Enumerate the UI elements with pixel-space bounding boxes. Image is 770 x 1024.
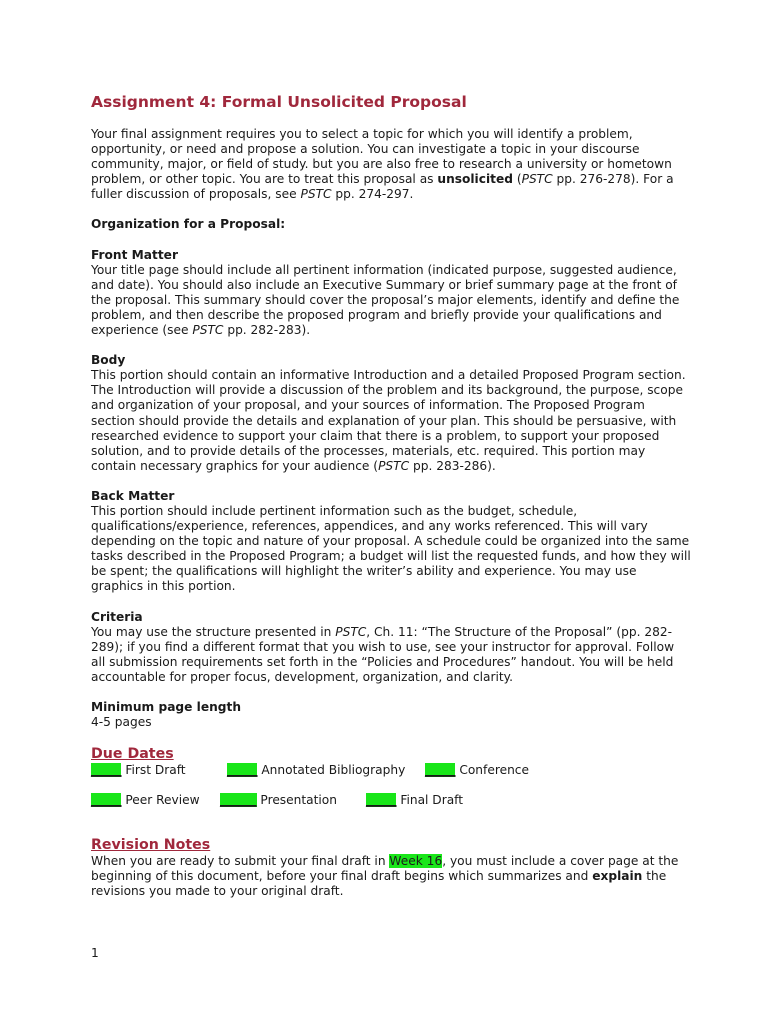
- due-label: First Draft: [121, 763, 186, 778]
- due-item-peer-review: [91, 793, 200, 808]
- revision-text-2: , you must include a cover page at the beginning of this document, before your final draft begins which summarizes and: [91, 854, 679, 884]
- page-number: 1: [91, 946, 99, 960]
- revision-bold-explain: explain: [592, 869, 643, 884]
- criteria-pstc: PSTC: [335, 624, 367, 639]
- due-label: Presentation: [256, 793, 337, 808]
- body-section: [91, 353, 691, 474]
- due-item-conference: [425, 763, 529, 778]
- revision-text-3: the revisions you made to your original draft.: [91, 869, 667, 899]
- due-dates-row-2: [91, 793, 691, 813]
- revision-notes-section: [91, 837, 691, 899]
- back-matter-text: This portion should include pertinent information such as the budget, schedule, qualifications/experience, references, appendices, and any works referenced. This will vary depending on the topic and nature of your proposal. A schedule could be organized into the same tasks described in the Proposed Program; a budget will list the requested funds, and how they will be spent; the qualifications will highlight the writer’s ability and experience. You may use graphics in this portion.: [91, 503, 691, 594]
- due-blank: _____: [366, 793, 397, 808]
- due-item-annotated-bibliography: [227, 763, 405, 778]
- body-text: [91, 368, 691, 474]
- due-label: Final Draft: [396, 793, 464, 808]
- intro-pstc-1: PSTC: [521, 172, 553, 187]
- due-blank: _____: [91, 763, 122, 778]
- min-length-heading: Minimum page length: [91, 700, 242, 714]
- revision-text-1: When you are ready to submit your final draft in: [91, 854, 390, 869]
- due-blank: _____: [227, 763, 258, 778]
- criteria-heading: Criteria: [91, 609, 143, 624]
- body-tail: pp. 283-286).: [409, 458, 496, 473]
- due-item-final-draft: [366, 793, 463, 808]
- due-blank: ______: [220, 793, 257, 808]
- due-dates-heading: Due Dates: [91, 746, 174, 763]
- front-matter-tail: pp. 282-283).: [223, 323, 311, 338]
- min-length-section: [91, 700, 691, 730]
- min-length-value: 4-5 pages: [91, 715, 152, 730]
- revision-notes-text: [91, 854, 691, 899]
- intro-pstc-2: PSTC: [300, 187, 332, 202]
- criteria-text-2: , Ch. 11: “The Structure of the Proposal” (pp. 282-289); if you find a different format that you wish to use, see your instructor for approval. Follow all submission requirements set forth in the “Policies and Procedures” handout. You will be held accountable for proper focus, development, organization, and clarity.: [91, 624, 675, 684]
- back-matter-section: [91, 489, 691, 595]
- criteria-section: [91, 610, 691, 685]
- due-dates-section: [91, 746, 691, 813]
- due-item-presentation: [220, 793, 337, 808]
- due-blank: _____: [91, 793, 122, 808]
- due-label: Annotated Bibliography: [257, 763, 406, 778]
- front-matter-body: Your title page should include all pertinent information (indicated purpose, suggested audience, and date). You should also include an Executive Summary or brief summary page at the front of the proposal. This summary should cover the proposal’s major elements, identify and define the problem, and then describe the proposed program and briefly provide your qualifications and experience (see: [91, 262, 680, 338]
- body-pstc: PSTC: [378, 458, 410, 473]
- front-matter-section: [91, 248, 691, 339]
- criteria-text-1: You may use the structure presented in: [91, 624, 336, 639]
- intro-bold-unsolicited: unsolicited: [437, 172, 513, 187]
- due-label: Conference: [455, 763, 529, 778]
- week-highlight: Week 16: [389, 854, 443, 869]
- revision-notes-heading: Revision Notes: [91, 837, 211, 854]
- back-matter-heading: Back Matter: [91, 488, 175, 503]
- front-matter-text: [91, 263, 691, 338]
- intro-text-1: Your final assignment requires you to select a topic for which you will identify a problem, opportunity, or need and propose a solution. You can investigate a topic in your discourse community, major, or field of study. but you are also free to research a university or hometown problem, or other topic. You are to treat this proposal as: [91, 127, 672, 187]
- due-item-first-draft: [91, 763, 186, 778]
- intro-text-3: pp. 276-278). For a fuller discussion of proposals, see: [91, 172, 674, 202]
- due-dates-row-1: [91, 763, 691, 783]
- due-label: Peer Review: [121, 793, 200, 808]
- organization-heading: Organization for a Proposal:: [91, 217, 286, 232]
- front-matter-pstc: PSTC: [192, 323, 224, 338]
- criteria-text: [91, 625, 691, 685]
- intro-text-4: pp. 274-297.: [331, 187, 414, 202]
- document-content: [91, 92, 691, 899]
- page-title: Assignment 4: Formal Unsolicited Proposal: [91, 93, 467, 111]
- due-blank: _____: [425, 763, 456, 778]
- intro-paragraph: [91, 127, 691, 202]
- body-text-main: This portion should contain an informative Introduction and a detailed Proposed Program section. The Introduction will provide a discussion of the problem and its background, the purpose, scope and organization of your proposal, and your sources of information. The Proposed Program section should provide the details and explanation of your plan. This should be persuasive, with researched evidence to support your claim that there is a problem, to support your proposed solution, and to provide details of the processes, materials, etc. required. This portion may contain necessary graphics for your audience (: [91, 368, 686, 473]
- body-heading: Body: [91, 353, 126, 368]
- intro-text-2: (: [512, 172, 522, 187]
- front-matter-heading: Front Matter: [91, 247, 178, 262]
